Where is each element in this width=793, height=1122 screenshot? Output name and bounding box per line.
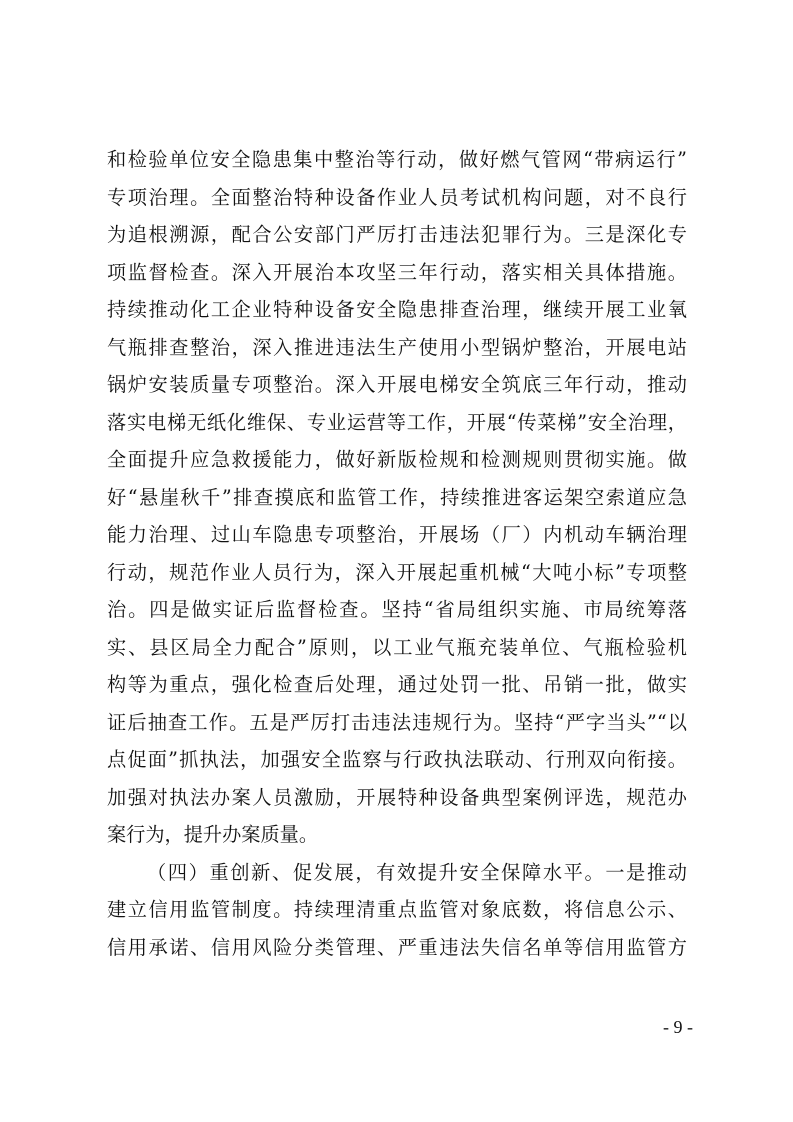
text-line: 治。四是做实证后监督检查。坚持“省局组织实施、市局统筹落 [107,598,687,621]
text-line: 锅炉安装质量专项整治。深入开展电梯安全筑底三年行动，推动 [107,373,687,396]
page-number: - 9 - [663,1017,693,1037]
text-line: 持续推动化工企业特种设备安全隐患排查治理，继续开展工业氧 [107,298,687,321]
section-heading-line: （四）重创新、促发展，有效提升安全保障水平。一是推动 [147,860,687,884]
text-line: 实、县区局全力配合”原则，以工业气瓶充装单位、气瓶检验机 [107,635,687,659]
text-line: 落实电梯无纸化维保、专业运营等工作，开展“传菜梯”安全治理， [107,410,687,434]
text-line: 气瓶排查整治，深入推进违法生产使用小型锅炉整治，开展电站 [107,335,687,359]
document-body [107,141,687,966]
text-line: 案行为，提升办案质量。 [107,823,319,846]
text-line: 构等为重点，强化检查后处理，通过处罚一批、吊销一批，做实 [107,673,687,696]
text-line: 点促面”抓执法，加强安全监察与行政执法联动、行刑双向衔接。 [107,748,687,771]
text-line: 项监督检查。深入开展治本攻坚三年行动，落实相关具体措施。 [107,260,687,284]
text-line: 全面提升应急救援能力，做好新版检规和检测规则贯彻实施。做 [107,448,687,471]
text-line: 为追根溯源，配合公安部门严厉打击违法犯罪行为。三是深化专 [107,223,687,246]
text-line: 信用承诺、信用风险分类管理、严重违法失信名单等信用监管方 [107,935,687,959]
text-line: 加强对执法办案人员激励，开展特种设备典型案例评选，规范办 [107,785,687,809]
text-line: 能力治理、过山车隐患专项整治，开展场（厂）内机动车辆治理 [107,523,687,546]
text-line: 专项治理。全面整治特种设备作业人员考试机构问题，对不良行 [107,185,687,209]
text-line: 行动，规范作业人员行为，深入开展起重机械“大吨小标”专项整 [107,560,687,584]
text-line: 和检验单位安全隐患集中整治等行动，做好燃气管网“带病运行” [107,148,687,171]
text-line: 证后抽查工作。五是严厉打击违法违规行为。坚持“严字当头”“以 [107,710,687,734]
text-line: 好“悬崖秋千”排查摸底和监管工作，持续推进客运架空索道应急 [107,485,687,509]
text-line: 建立信用监管制度。持续理清重点监管对象底数，将信息公示、 [107,898,687,921]
